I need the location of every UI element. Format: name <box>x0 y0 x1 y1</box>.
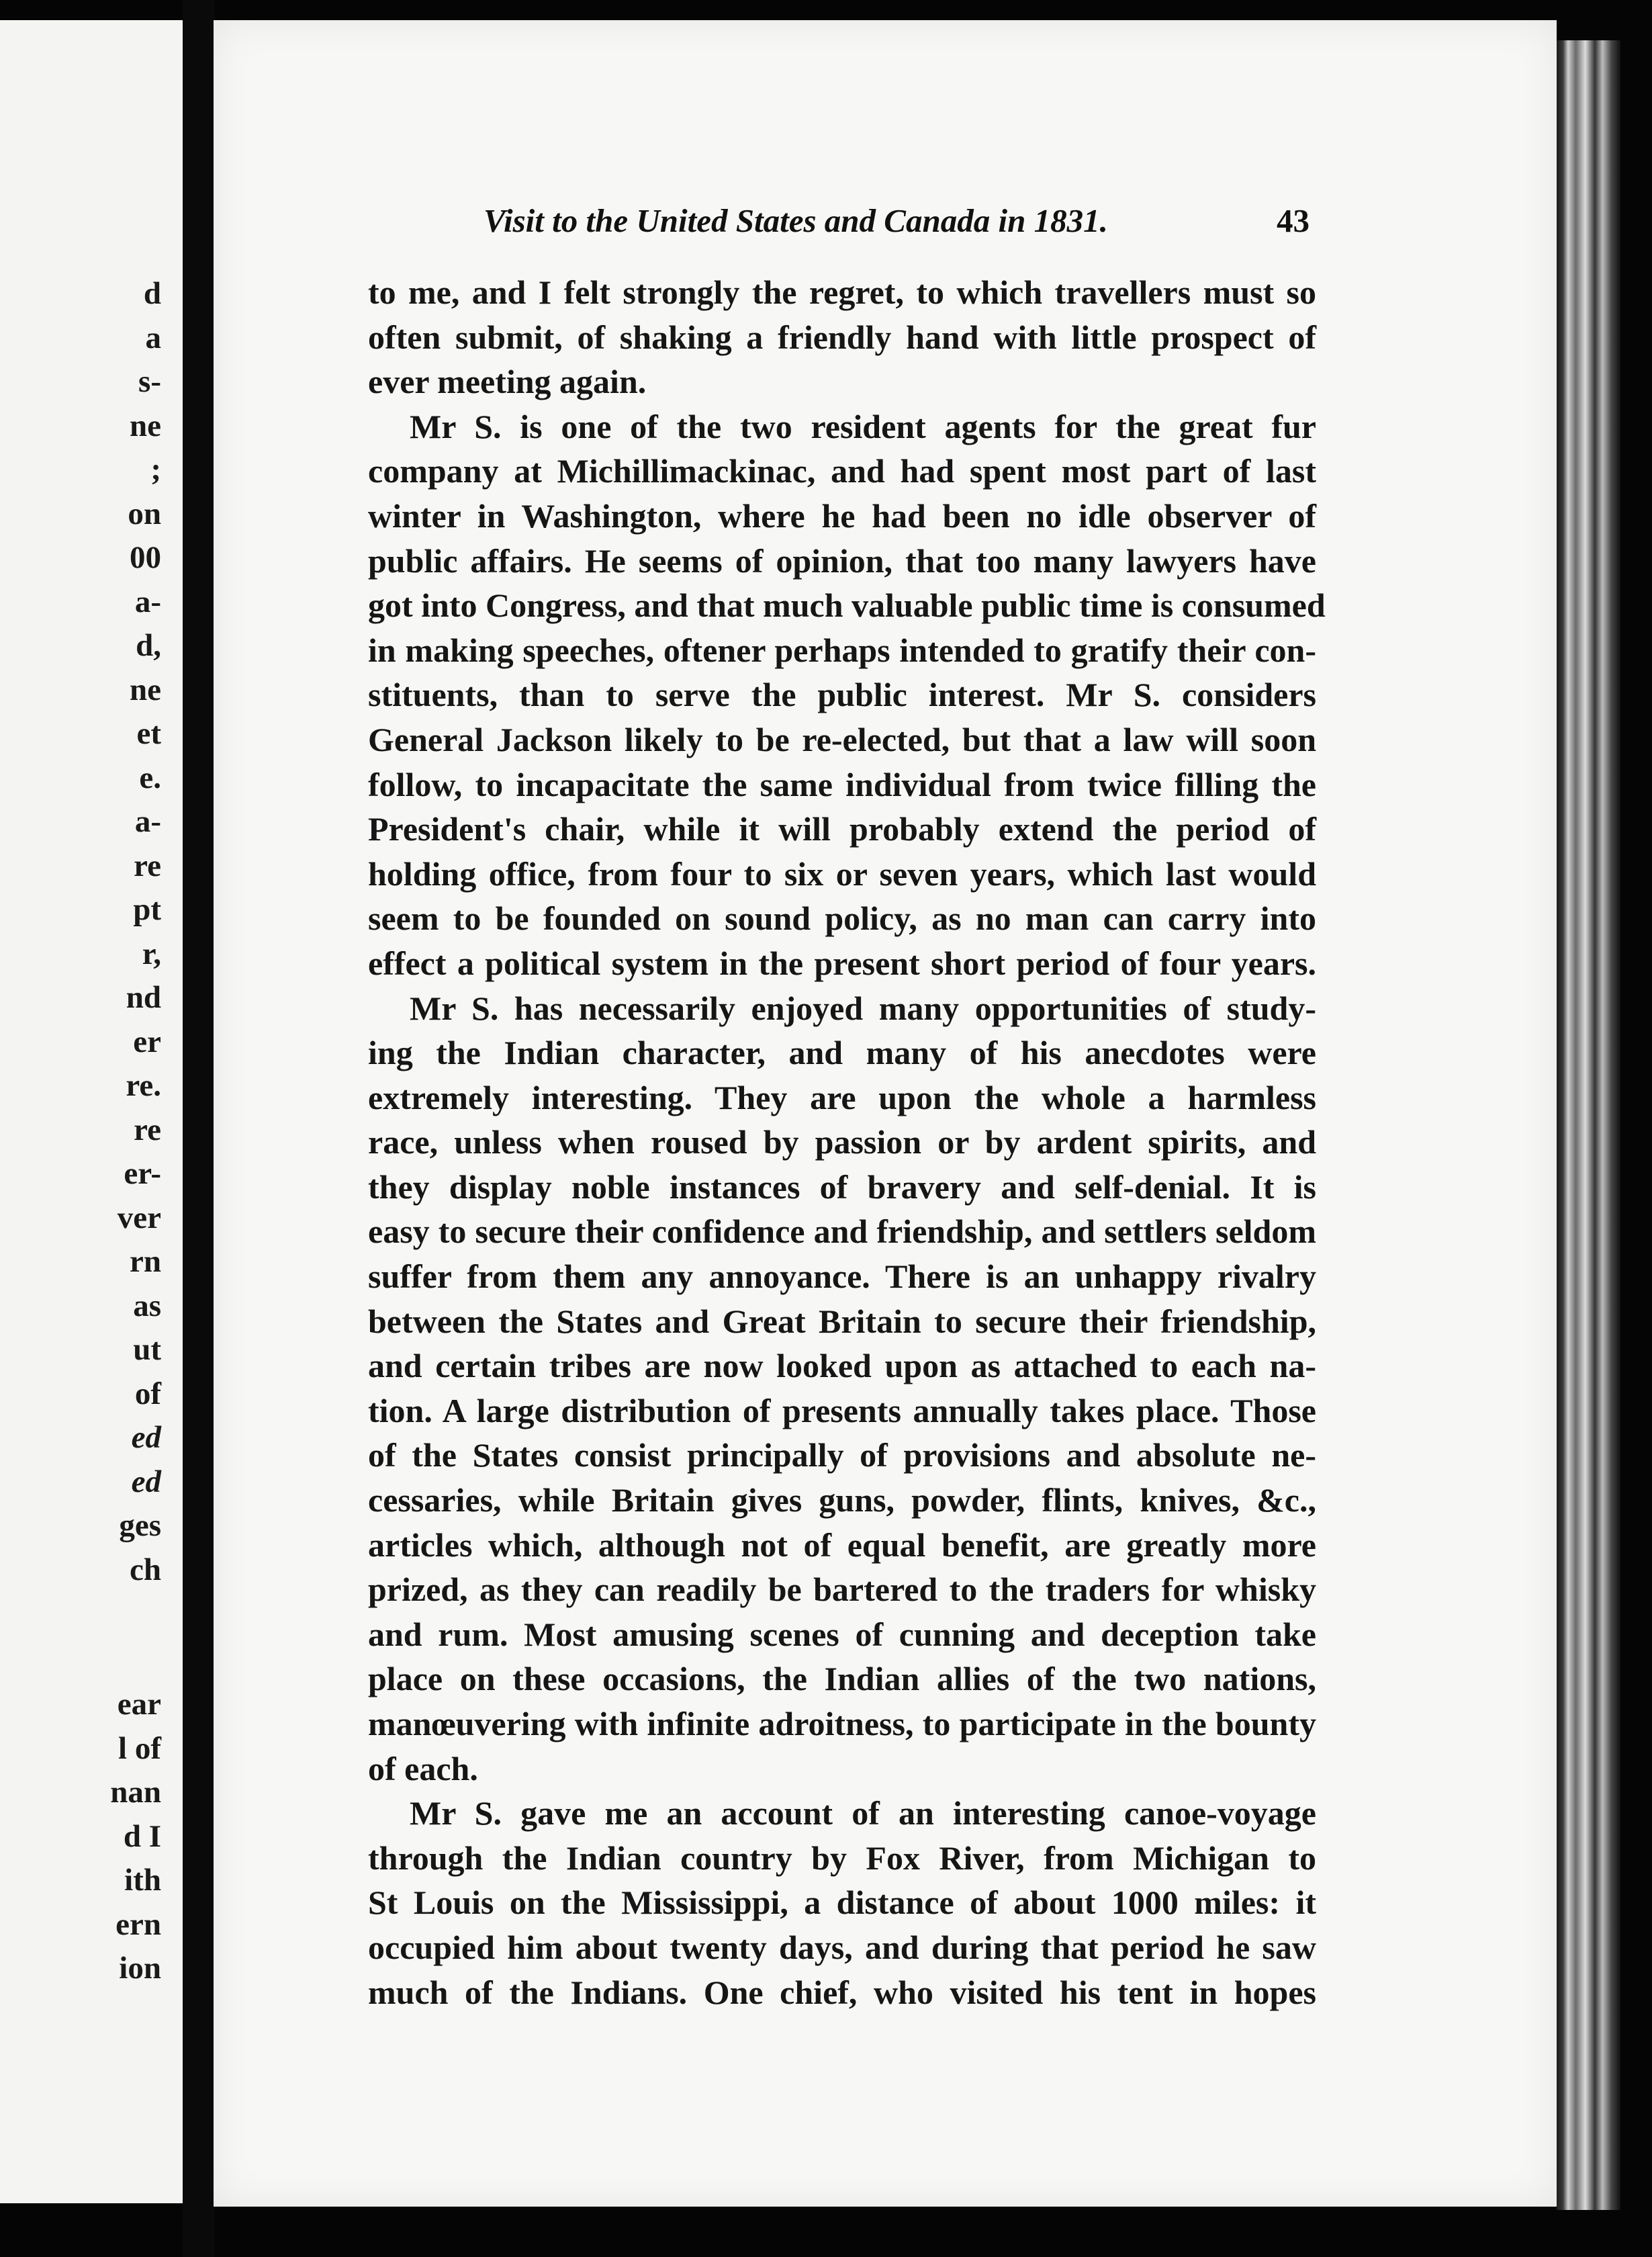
left-fragment: rn <box>130 1244 161 1279</box>
left-fragment: et <box>136 716 161 751</box>
running-title: Visit to the United States and Canada in 1831. <box>484 202 1108 239</box>
text-line: public affairs. He seems of opinion, that too many lawyers have <box>368 541 1316 580</box>
text-line: in making speeches, oftener perhaps intended to gratify their con- <box>368 631 1316 669</box>
text-line: through the Indian country by Fox River, from Michigan to <box>368 1839 1316 1877</box>
text-line: and rum. Most amusing scenes of cunning and deception take <box>368 1615 1316 1653</box>
page-stack-edge <box>1557 40 1620 2210</box>
text-line: of the States consist principally of provisions and absolute ne- <box>368 1436 1316 1474</box>
left-fragment: ; <box>150 452 161 487</box>
left-fragment: ed <box>131 1420 161 1455</box>
text-line: between the States and Great Britain to secure their friendship, <box>368 1302 1316 1340</box>
left-fragment: ear <box>117 1687 161 1722</box>
left-fragment: re. <box>126 1068 161 1103</box>
text-line: ever meeting again. <box>368 363 647 401</box>
left-fragment: as <box>133 1288 161 1323</box>
text-line: tion. A large distribution of presents annually takes place. Those <box>368 1391 1316 1429</box>
left-fragment: ver <box>117 1200 161 1235</box>
left-fragment: nd <box>126 980 161 1015</box>
text-line: General Jackson likely to be re-elected, but that a law will soon <box>368 720 1316 758</box>
left-fragment: r, <box>142 936 161 971</box>
left-fragment: re <box>134 1112 161 1147</box>
text-line: winter in Washington, where he had been no idle observer of <box>368 496 1316 535</box>
text-line: articles which, although not of equal benefit, are greatly more <box>368 1525 1316 1564</box>
text-line: prized, as they can readily be bartered to the traders for whisky <box>368 1570 1316 1609</box>
text-line: of each. <box>368 1749 478 1787</box>
left-fragment: ut <box>133 1332 161 1367</box>
left-fragment: s- <box>138 364 161 399</box>
left-fragment: er- <box>124 1156 161 1191</box>
page-header <box>484 202 1310 242</box>
left-fragment: ith <box>124 1863 161 1898</box>
text-line: they display noble instances of bravery and self-denial. It is <box>368 1167 1316 1206</box>
text-line: manœuvering with infinite adroitness, to participate in the bounty <box>368 1705 1316 1742</box>
text-line: place on these occasions, the Indian allies of the two nations, <box>368 1660 1316 1698</box>
left-fragment: on <box>128 496 161 531</box>
left-page <box>0 20 183 2203</box>
text-line: stituents, than to serve the public interest. Mr S. considers <box>368 676 1316 714</box>
text-line: Mr S. is one of the two resident agents for the great fur <box>410 407 1316 445</box>
text-line: easy to secure their confidence and friendship, and settlers seldom <box>368 1212 1316 1251</box>
text-line: got into Congress, and that much valuable public time is consumed <box>368 586 1326 625</box>
text-line: extremely interesting. They are upon the whole a harmless <box>368 1078 1316 1116</box>
text-line: company at Michillimackinac, and had spent most part of last <box>368 452 1316 490</box>
text-line: occupied him about twenty days, and during that period he saw <box>368 1928 1316 1966</box>
left-fragment: d, <box>136 628 161 663</box>
text-line: Mr S. has necessarily enjoyed many opportunities of study- <box>410 989 1316 1027</box>
text-line: holding office, from four to six or seven years, which last would <box>368 854 1316 893</box>
left-fragment: pt <box>133 892 161 927</box>
left-fragment: l of <box>118 1731 161 1766</box>
left-fragment: ne <box>130 672 161 707</box>
left-fragment: d I <box>123 1819 161 1854</box>
left-fragment: ern <box>116 1907 161 1942</box>
book-gutter <box>183 0 215 2257</box>
left-fragment: ges <box>119 1508 161 1543</box>
text-line: follow, to incapacitate the same individual from twice filling the <box>368 765 1316 803</box>
text-line: Mr S. gave me an account of an interesting canoe-voyage <box>410 1794 1316 1832</box>
text-line: to me, and I felt strongly the regret, to which travellers must so <box>368 273 1316 311</box>
left-fragment: a <box>145 320 161 355</box>
left-fragment: 00 <box>130 540 161 575</box>
left-fragment: a- <box>134 584 161 619</box>
text-line: suffer from them any annoyance. There is an unhappy rivalry <box>368 1257 1316 1296</box>
text-line: cessaries, while Britain gives guns, powder, flints, knives, &c., <box>368 1481 1316 1519</box>
left-fragment: er <box>133 1024 161 1059</box>
text-line: effect a political system in the present short period of four years. <box>368 944 1316 982</box>
text-line: much of the Indians. One chief, who visited his tent in hopes <box>368 1973 1316 2011</box>
left-fragment: ne <box>130 408 161 443</box>
left-fragment: of <box>134 1376 161 1411</box>
text-line: President's chair, while it will probably extend the period of <box>368 810 1316 848</box>
left-fragment: d <box>143 276 161 311</box>
left-fragment: e. <box>139 760 161 795</box>
left-fragment: a- <box>134 804 161 839</box>
page-number: 43 <box>1277 202 1310 239</box>
text-line: ing the Indian character, and many of his anecdotes were <box>368 1034 1316 1072</box>
left-fragment: re <box>134 848 161 883</box>
text-line: often submit, of shaking a friendly hand with little prospect of <box>368 318 1316 356</box>
left-fragment: nan <box>110 1775 161 1810</box>
body-text <box>368 270 1326 2015</box>
text-line: seem to be founded on sound policy, as no man can carry into <box>368 899 1316 938</box>
left-fragment: ch <box>130 1552 161 1587</box>
left-fragment: ion <box>119 1951 161 1986</box>
text-line: race, unless when roused by passion or by ardent spirits, and <box>368 1123 1316 1161</box>
left-fragment: ed <box>131 1464 161 1499</box>
text-line: St Louis on the Mississippi, a distance of about 1000 miles: it <box>368 1884 1316 1922</box>
text-line: and certain tribes are now looked upon as attached to each na- <box>368 1347 1316 1385</box>
